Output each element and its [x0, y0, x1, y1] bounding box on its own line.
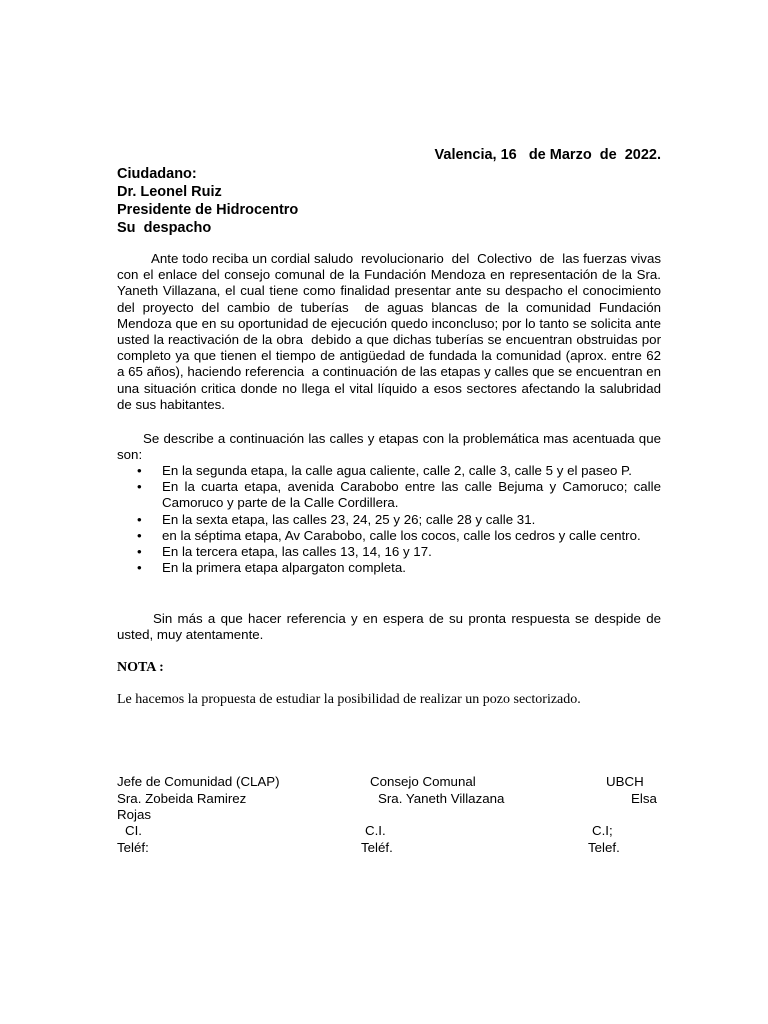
nota-label: NOTA :	[117, 660, 164, 675]
list-item	[117, 479, 661, 511]
list-item	[117, 544, 661, 560]
list-item	[117, 463, 661, 479]
list-item-text: En la tercera etapa, las calles 13, 14, 16 y 17.	[162, 544, 432, 560]
recipient-title: Presidente de Hidrocentro	[117, 202, 299, 218]
list-item-text: En la segunda etapa, la calle agua caliente, calle 2, calle 3, calle 5 y el paseo P.	[162, 463, 632, 478]
recipient-block	[117, 165, 298, 237]
signature-consejo-ci: C.I.	[365, 823, 386, 838]
list-item-text: En la sexta etapa, las calles 23, 24, 25 y 26; calle 28 y calle 31.	[162, 511, 536, 527]
signature-ubch-person-last: Rojas	[117, 807, 151, 822]
list-item	[117, 560, 661, 576]
paragraph-intro: Ante todo reciba un cordial saludo revolucionario del Colectivo de las fuerzas vivas con el enlace del consejo comunal de la Fundación Mendoza en representación de la Sra. Yaneth Villazana, el cual tiene como finalidad presentar ante su despacho el conocimiento del proyecto del cambio de tuberías de aguas blancas de la comunidad Fundación Mendoza que en su oportunidad de ejecución quedo inconcluso; por lo tanto se solicita ante usted la reactivación de la obra debido a que dichas tuberías se encuentran obstruidas por completo ya que tienen el tiempo de antigüedad de fundada la comunidad (aprox. entre 62 a 65 años), haciendo referencia a continuación de las etapas y calles que se encuentran en una situación critica donde no llega el vital líquido a esos sectores afectando la salubridad de sus habitantes.	[117, 251, 676, 412]
list-item-text: en la séptima etapa, Av Carabobo, calle los cocos, calle los cedros y calle centro.	[162, 527, 641, 543]
signature-ubch-person-first: Elsa	[631, 791, 657, 806]
list-item-text: En la cuarta etapa, avenida Carabobo entre las calle Bejuma y Camoruco; calle Camoruco y parte de la Calle Cordillera.	[162, 479, 661, 511]
nota-text: Le hacemos la propuesta de estudiar la posibilidad de realizar un pozo sectorizado.	[117, 692, 581, 707]
signature-consejo-org: Consejo Comunal	[370, 774, 476, 789]
bullet-icon: •	[137, 479, 142, 495]
recipient-closing-line: Su despacho	[117, 220, 212, 236]
signature-ubch-ci: C.I;	[592, 823, 613, 838]
bullet-icon: •	[137, 463, 142, 478]
signature-clap-person: Sra. Zobeida Ramirez	[117, 791, 247, 806]
bullet-icon: •	[137, 544, 142, 560]
list-item	[117, 528, 661, 544]
affected-streets-list	[117, 463, 661, 576]
list-item	[117, 512, 661, 528]
paragraph-description: Se describe a continuación las calles y etapas con la problemática mas acentuada que son:	[117, 431, 665, 463]
signature-clap-tel: Teléf:	[117, 840, 149, 855]
list-item-text: En la primera etapa alpargaton completa.	[162, 560, 406, 576]
paragraph-closing: Sin más a que hacer referencia y en espera de su pronta respuesta se despide de usted, muy atentamente.	[117, 611, 665, 643]
signature-ubch-tel: Telef.	[588, 840, 620, 855]
bullet-icon: •	[137, 511, 142, 527]
recipient-name: Dr. Leonel Ruiz	[117, 184, 222, 200]
signature-ubch-org: UBCH	[606, 774, 644, 789]
bullet-icon: •	[137, 560, 142, 576]
signature-clap-ci: CI.	[125, 823, 142, 838]
signature-consejo-person: Sra. Yaneth Villazana	[378, 791, 505, 806]
bullet-icon: •	[137, 527, 142, 543]
signature-clap-org: Jefe de Comunidad (CLAP)	[117, 774, 280, 789]
recipient-salutation: Ciudadano:	[117, 166, 197, 182]
signature-consejo-tel: Teléf.	[361, 840, 393, 855]
date-line: Valencia, 16 de Marzo de 2022.	[434, 147, 661, 163]
